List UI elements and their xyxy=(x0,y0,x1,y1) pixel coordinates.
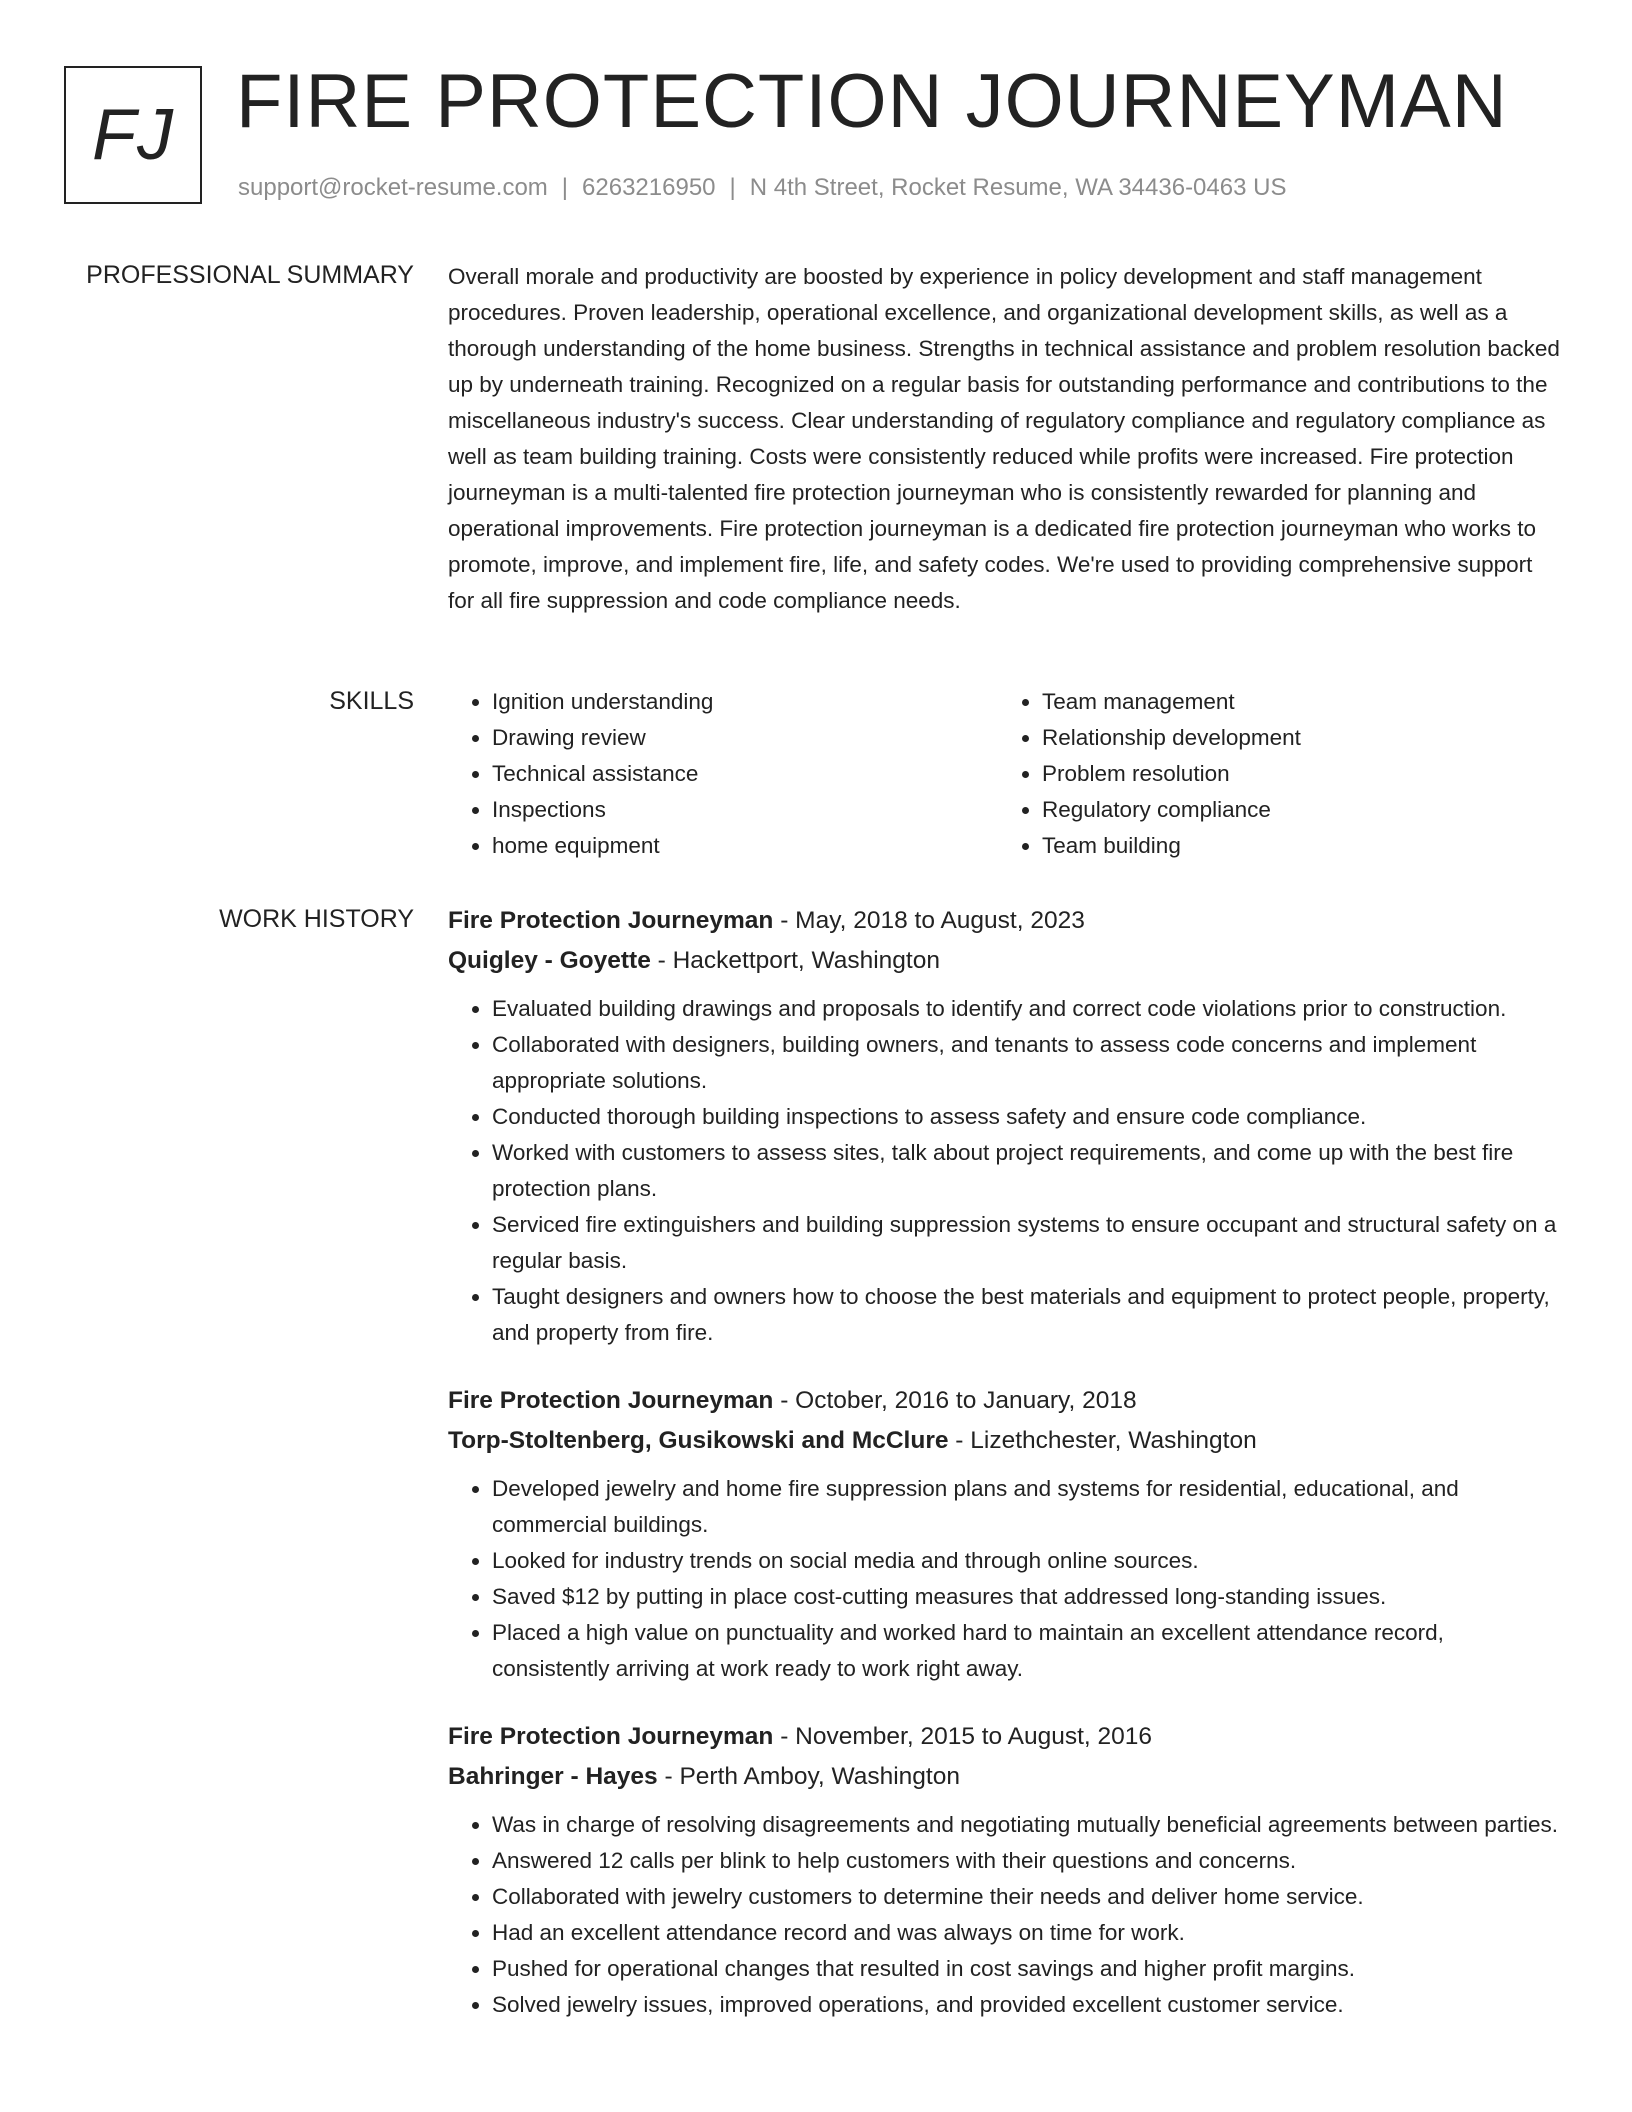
skill-item: • Problem resolution xyxy=(1042,756,1548,792)
contact-separator: | xyxy=(729,174,736,201)
job-location: - Perth Amboy, Washington xyxy=(657,1763,960,1790)
job-entry xyxy=(448,1381,1564,1687)
job-company-line xyxy=(448,1421,1564,1461)
job-title: Fire Protection Journeyman xyxy=(448,1723,774,1750)
skill-item: • Regulatory compliance xyxy=(1042,792,1548,828)
job-bullet: • Answered 12 calls per blink to help customers with their questions and concerns. xyxy=(492,1843,1564,1879)
job-bullet: • Collaborated with designers, building owners, and tenants to assess code concerns and implement appropriate solutions. xyxy=(492,1027,1564,1099)
resume-title: FIRE PROTECTION JOURNEYMAN xyxy=(236,59,1508,144)
summary-heading: PROFESSIONAL SUMMARY xyxy=(86,261,414,289)
job-company: Quigley - Goyette xyxy=(448,947,651,974)
job-company: Bahringer - Hayes xyxy=(448,1763,658,1790)
job-company: Torp-Stoltenberg, Gusikowski and McClure xyxy=(448,1427,949,1454)
skills-heading: SKILLS xyxy=(329,687,414,715)
job-entry xyxy=(448,1717,1564,2023)
job-title: Fire Protection Journeyman xyxy=(448,1387,774,1414)
job-bullet: • Developed jewelry and home fire suppression plans and systems for residential, educational, and commercial buildings. xyxy=(492,1471,1564,1543)
job-title: Fire Protection Journeyman xyxy=(448,907,774,934)
job-bullet: • Evaluated building drawings and proposals to identify and correct code violations prior to construction. xyxy=(492,991,1564,1027)
job-bullet: • Saved $12 by putting in place cost-cutting measures that addressed long-standing issues. xyxy=(492,1579,1564,1615)
skill-item: • Ignition understanding xyxy=(492,684,998,720)
work-history-body xyxy=(448,901,1564,2053)
job-bullet: • Pushed for operational changes that resulted in cost savings and higher profit margins. xyxy=(492,1951,1564,1987)
monogram-badge: FJ xyxy=(64,66,202,204)
job-title-line xyxy=(448,1717,1564,1757)
job-title-line xyxy=(448,1381,1564,1421)
job-bullet: • Was in charge of resolving disagreements and negotiating mutually beneficial agreements between parties. xyxy=(492,1807,1564,1843)
skill-item: • Team building xyxy=(1042,828,1548,864)
job-dates: - May, 2018 to August, 2023 xyxy=(773,907,1085,934)
skills-grid xyxy=(448,684,1564,864)
job-location: - Lizethchester, Washington xyxy=(948,1427,1257,1454)
contact-separator: | xyxy=(561,174,569,201)
job-bullet: • Conducted thorough building inspections to assess safety and ensure code compliance. xyxy=(492,1099,1564,1135)
job-title-line xyxy=(448,901,1564,941)
job-bullet: • Serviced fire extinguishers and building suppression systems to ensure occupant and structural safety on a regular basis. xyxy=(492,1207,1564,1279)
job-location: - Hackettport, Washington xyxy=(650,947,940,974)
job-company-line xyxy=(448,941,1564,981)
summary-text: Overall morale and productivity are boosted by experience in policy development and staff management procedures. Proven leadership, operational excellence, and organizational development skills, as well as a thorough understanding of the home business. Strengths in technical assistance and problem resolution backed up by underneath training. Recognized on a regular basis for outstanding performance and contributions to the miscellaneous industry's success. Clear understanding of regulatory compliance and regulatory compliance as well as team building training. Costs were consistently reduced while profits were increased. Fire protection journeyman is a multi-talented fire protection journeyman who is consistently rewarded for planning and operational improvements. Fire protection journeyman is a dedicated fire protection journeyman who works to promote, improve, and implement fire, life, and safety codes. We're used to providing comprehensive support for all fire suppression and code compliance needs. xyxy=(448,264,1560,613)
job-bullet: • Had an excellent attendance record and was always on time for work. xyxy=(492,1915,1564,1951)
contact-line xyxy=(238,174,1286,202)
skills-list-left xyxy=(448,684,998,864)
job-bullet: • Placed a high value on punctuality and worked hard to maintain an excellent attendance record, consistently arriving at work ready to work right away. xyxy=(492,1615,1564,1687)
work-history-heading: WORK HISTORY xyxy=(219,905,414,933)
contact-phone: 6263216950 xyxy=(582,174,716,201)
skill-item: • Relationship development xyxy=(1042,720,1548,756)
job-dates: - November, 2015 to August, 2016 xyxy=(773,1723,1153,1750)
job-bullet-list xyxy=(448,1471,1564,1687)
skill-item: • Technical assistance xyxy=(492,756,998,792)
skills-body xyxy=(448,684,1564,864)
contact-address: N 4th Street, Rocket Resume, WA 34436-0463 US xyxy=(749,174,1287,201)
skills-list-right xyxy=(998,684,1548,864)
job-entry xyxy=(448,901,1564,1351)
skill-item: • Drawing review xyxy=(492,720,998,756)
job-bullet: • Solved jewelry issues, improved operations, and provided excellent customer service. xyxy=(492,1987,1564,2023)
job-bullet: • Collaborated with jewelry customers to determine their needs and deliver home service. xyxy=(492,1879,1564,1915)
skill-item: • Inspections xyxy=(492,792,998,828)
resume-header xyxy=(64,59,1564,216)
contact-email: support@rocket-resume.com xyxy=(238,174,548,201)
job-bullet: • Looked for industry trends on social media and through online sources. xyxy=(492,1543,1564,1579)
skill-item: • Team management xyxy=(1042,684,1548,720)
job-dates: - October, 2016 to January, 2018 xyxy=(773,1387,1137,1414)
skill-item: • home equipment xyxy=(492,828,998,864)
job-bullet-list xyxy=(448,991,1564,1351)
job-bullet: • Worked with customers to assess sites, talk about project requirements, and come up with the best fire protection plans. xyxy=(492,1135,1564,1207)
job-bullet-list xyxy=(448,1807,1564,2023)
job-bullet: • Taught designers and owners how to choose the best materials and equipment to protect people, property, and property from fire. xyxy=(492,1279,1564,1351)
job-company-line xyxy=(448,1757,1564,1797)
